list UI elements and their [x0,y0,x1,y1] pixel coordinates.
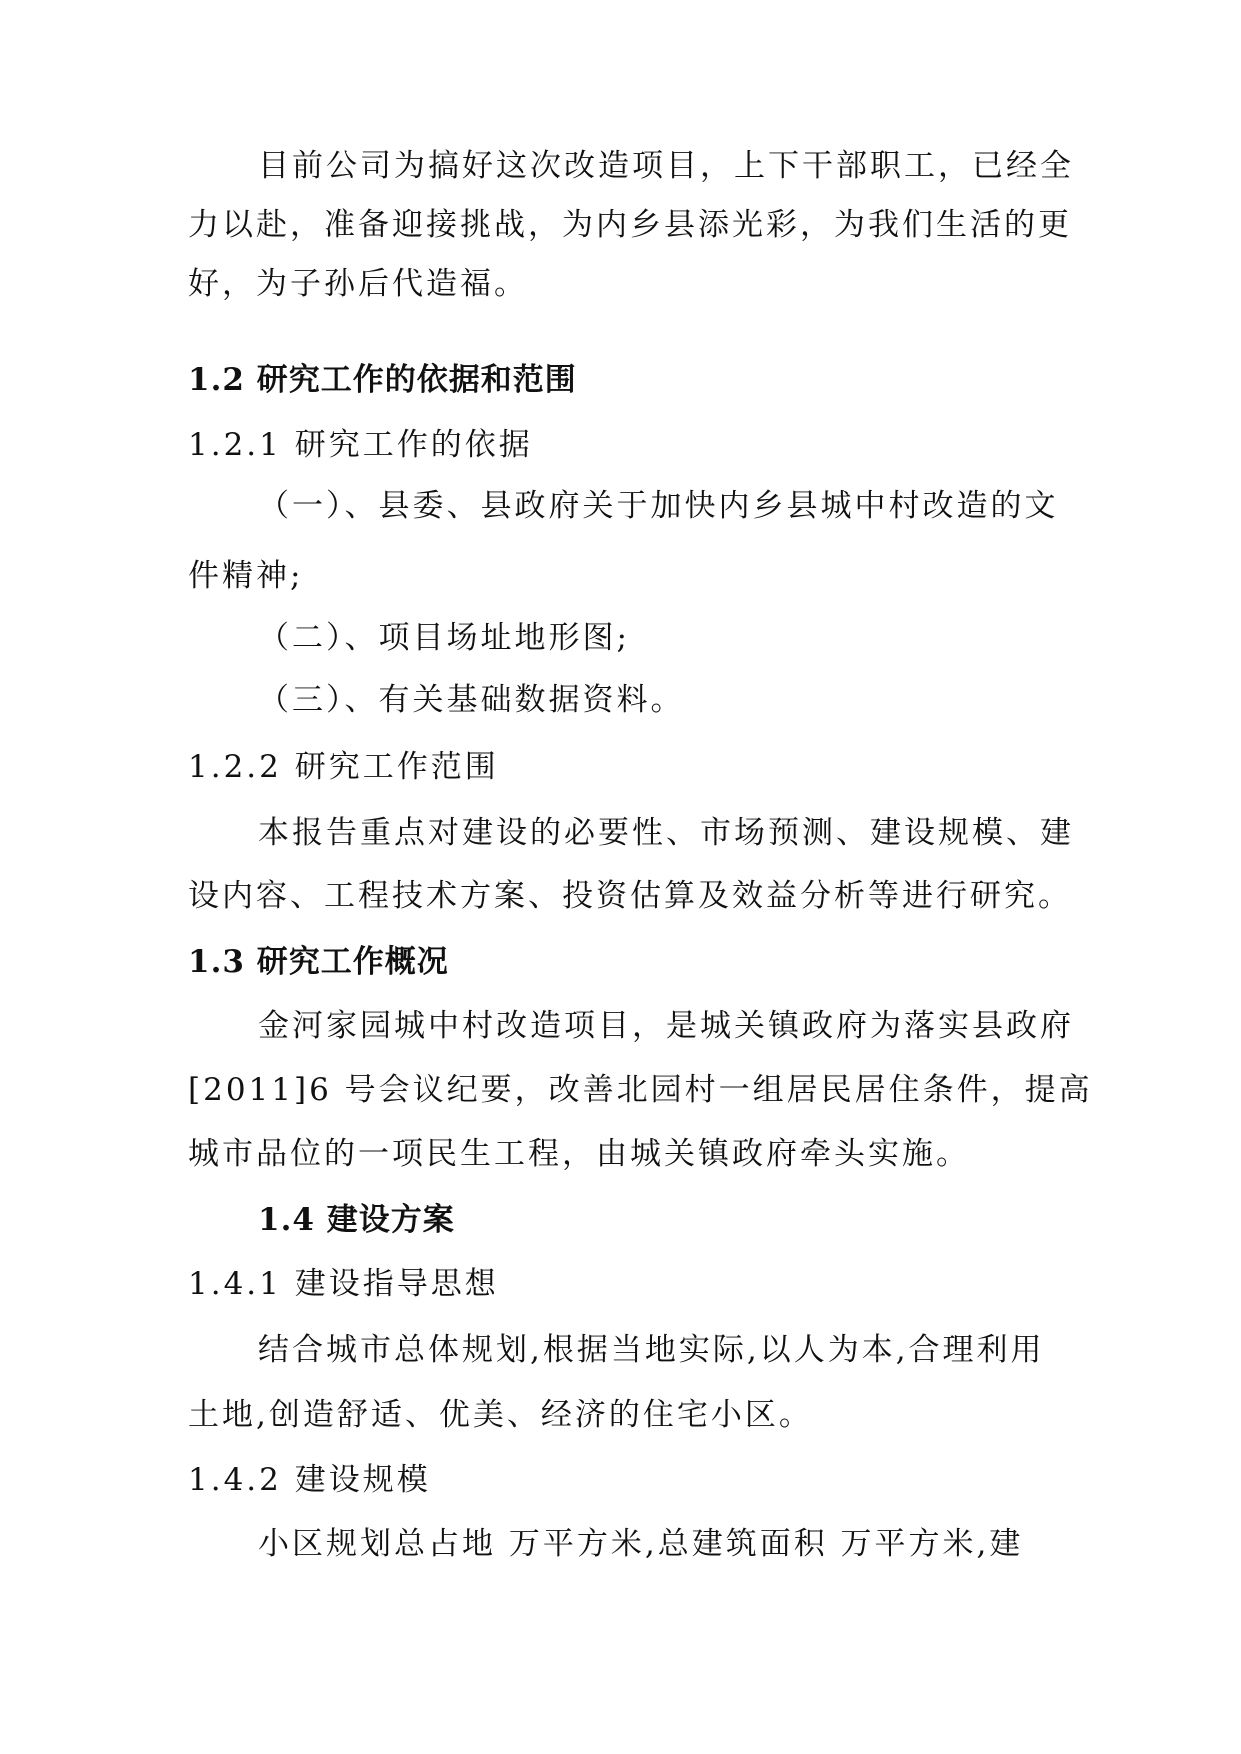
paragraph-line: 设内容、工程技术方案、投资估算及效益分析等进行研究。 [188,878,1072,914]
paragraph-line: 好，为子孙后代造福。 [188,266,528,302]
section-heading: 1.3 研究工作概况 [188,944,449,980]
paragraph-line: 力以赴，准备迎接挑战，为内乡县添光彩，为我们生活的更 [188,207,1072,243]
paragraph-line: 金河家园城中村改造项目，是城关镇政府为落实县政府 [258,1008,1074,1044]
paragraph-line: 土地,创造舒适、优美、经济的住宅小区。 [188,1397,813,1433]
list-item-line: （一）、县委、县政府关于加快内乡县城中村改造的文 [258,488,1059,524]
paragraph-line: 本报告重点对建设的必要性、市场预测、建设规模、建 [258,815,1074,851]
paragraph-line: 小区规划总占地 万平方米,总建筑面积 万平方米,建 [258,1526,1024,1562]
list-item-line: （三）、有关基础数据资料。 [258,682,685,718]
section-heading: 1.2 研究工作的依据和范围 [188,362,577,398]
subsection-heading: 1.4.2 建设规模 [188,1462,431,1498]
paragraph-line: 结合城市总体规划,根据当地实际,以人为本,合理利用 [258,1332,1045,1368]
list-item-line: 件精神; [188,558,304,594]
paragraph-line: 城市品位的一项民生工程，由城关镇政府牵头实施。 [188,1136,970,1172]
subsection-heading: 1.2.1 研究工作的依据 [188,427,533,463]
paragraph-line: [2011]6 号会议纪要，改善北园村一组居民居住条件，提高 [188,1072,1093,1108]
paragraph-line: 目前公司为搞好这次改造项目，上下干部职工，已经全 [258,148,1074,184]
section-heading: 1.4 建设方案 [258,1202,455,1238]
subsection-heading: 1.2.2 研究工作范围 [188,749,499,785]
list-item-line: （二）、项目场址地形图; [258,620,630,656]
subsection-heading: 1.4.1 建设指导思想 [188,1266,499,1302]
